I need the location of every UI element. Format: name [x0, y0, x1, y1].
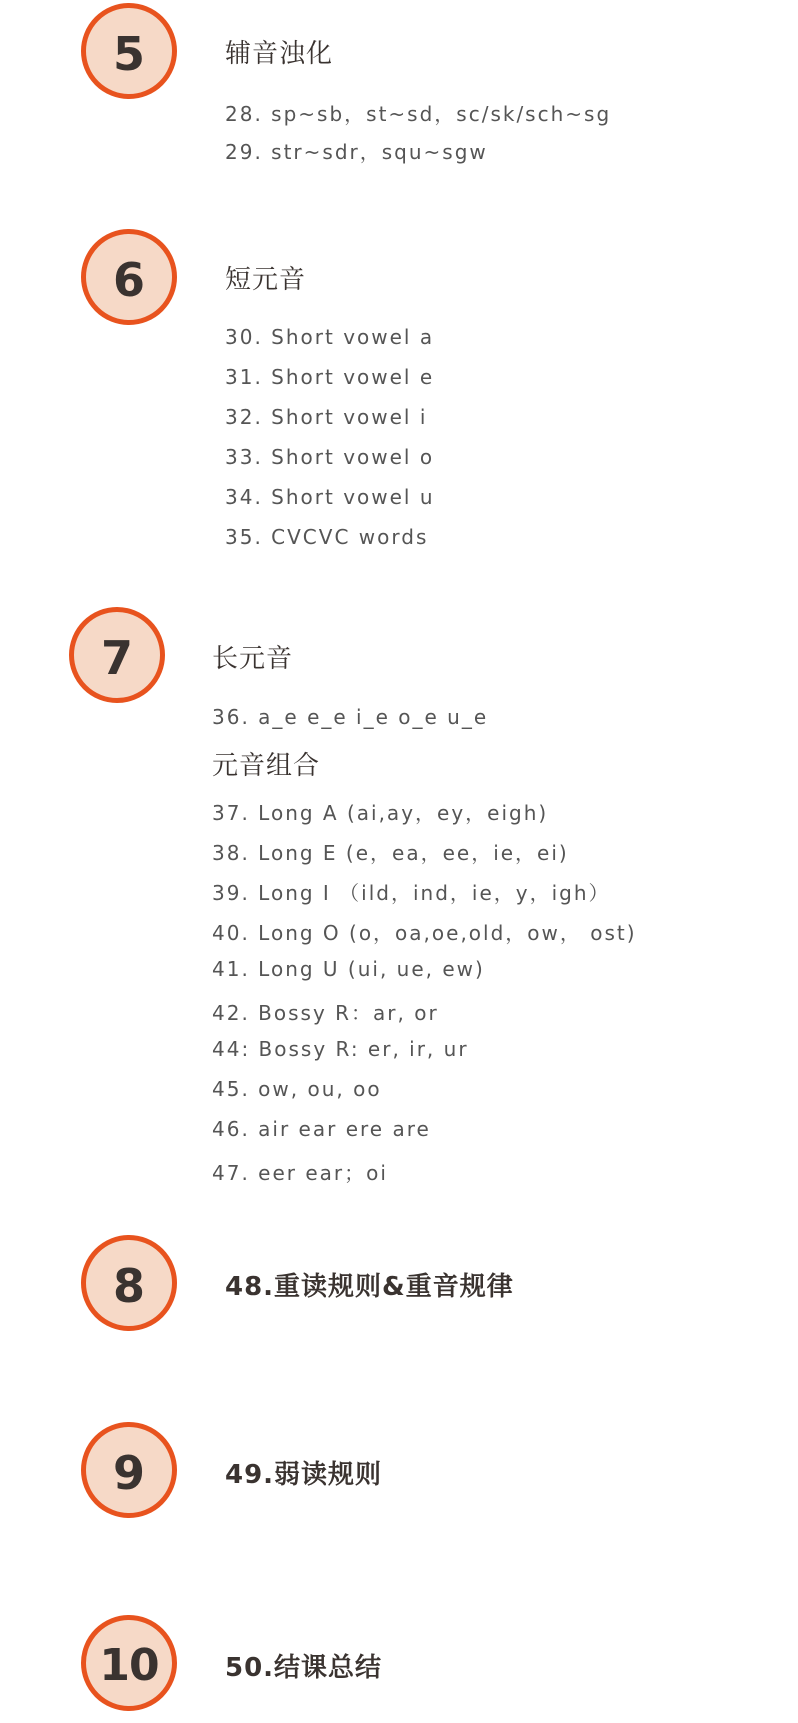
lesson-item: 42. Bossy R：ar, or [212, 1001, 439, 1025]
section-number-badge [81, 229, 177, 325]
lesson-item: 34. Short vowel u [225, 485, 435, 509]
lesson-item: 35. CVCVC words [225, 525, 429, 549]
section-number-badge [69, 607, 165, 703]
lesson-item: 47. eer ear；oi [212, 1161, 388, 1185]
lesson-item: 38. Long E (e，ea，ee，ie，ei) [212, 841, 569, 865]
section-number: 10 [99, 1640, 159, 1691]
section-number-badge [81, 1422, 177, 1518]
section-number-badge [81, 3, 177, 99]
lesson-item: 45. ow, ou, oo [212, 1077, 382, 1101]
lesson-item: 39. Long I （ild，ind，ie，y，igh） [212, 881, 611, 905]
lesson-item: 46. air ear ere are [212, 1117, 431, 1141]
lesson-item: 30. Short vowel a [225, 325, 435, 349]
section-title: 48.重读规则&重音规律 [225, 1272, 514, 1302]
section-title: 短元音 [225, 265, 307, 295]
lesson-item: 40. Long O (o，oa,oe,old，ow， ost) [212, 921, 637, 945]
section-number: 7 [100, 631, 133, 685]
lesson-item: 29. str~sdr，squ~sgw [225, 140, 488, 164]
section-number: 8 [112, 1259, 145, 1313]
section-number-badge [81, 1235, 177, 1331]
section-title: 长元音 [212, 644, 294, 674]
lesson-item: 33. Short vowel o [225, 445, 435, 469]
lesson-item: 32. Short vowel i [225, 405, 428, 429]
section-number: 6 [112, 253, 145, 307]
section-number-badge [81, 1615, 177, 1711]
section-title: 辅音浊化 [225, 39, 334, 69]
section-title: 50.结课总结 [225, 1653, 383, 1683]
lesson-item: 41. Long U (ui, ue, ew) [212, 957, 485, 981]
lesson-item: 28. sp~sb，st~sd，sc/sk/sch~sg [225, 102, 612, 126]
lesson-item: 36. a_e e_e i_e o_e u_e [212, 705, 489, 729]
lesson-item: 44: Bossy R: er, ir, ur [212, 1037, 469, 1061]
section-subtitle: 元音组合 [212, 751, 321, 781]
section-number: 5 [112, 27, 145, 81]
lesson-item: 31. Short vowel e [225, 365, 435, 389]
section-number: 9 [112, 1446, 145, 1500]
lesson-item: 37. Long A (ai,ay，ey，eigh) [212, 801, 549, 825]
section-title: 49.弱读规则 [225, 1460, 383, 1490]
